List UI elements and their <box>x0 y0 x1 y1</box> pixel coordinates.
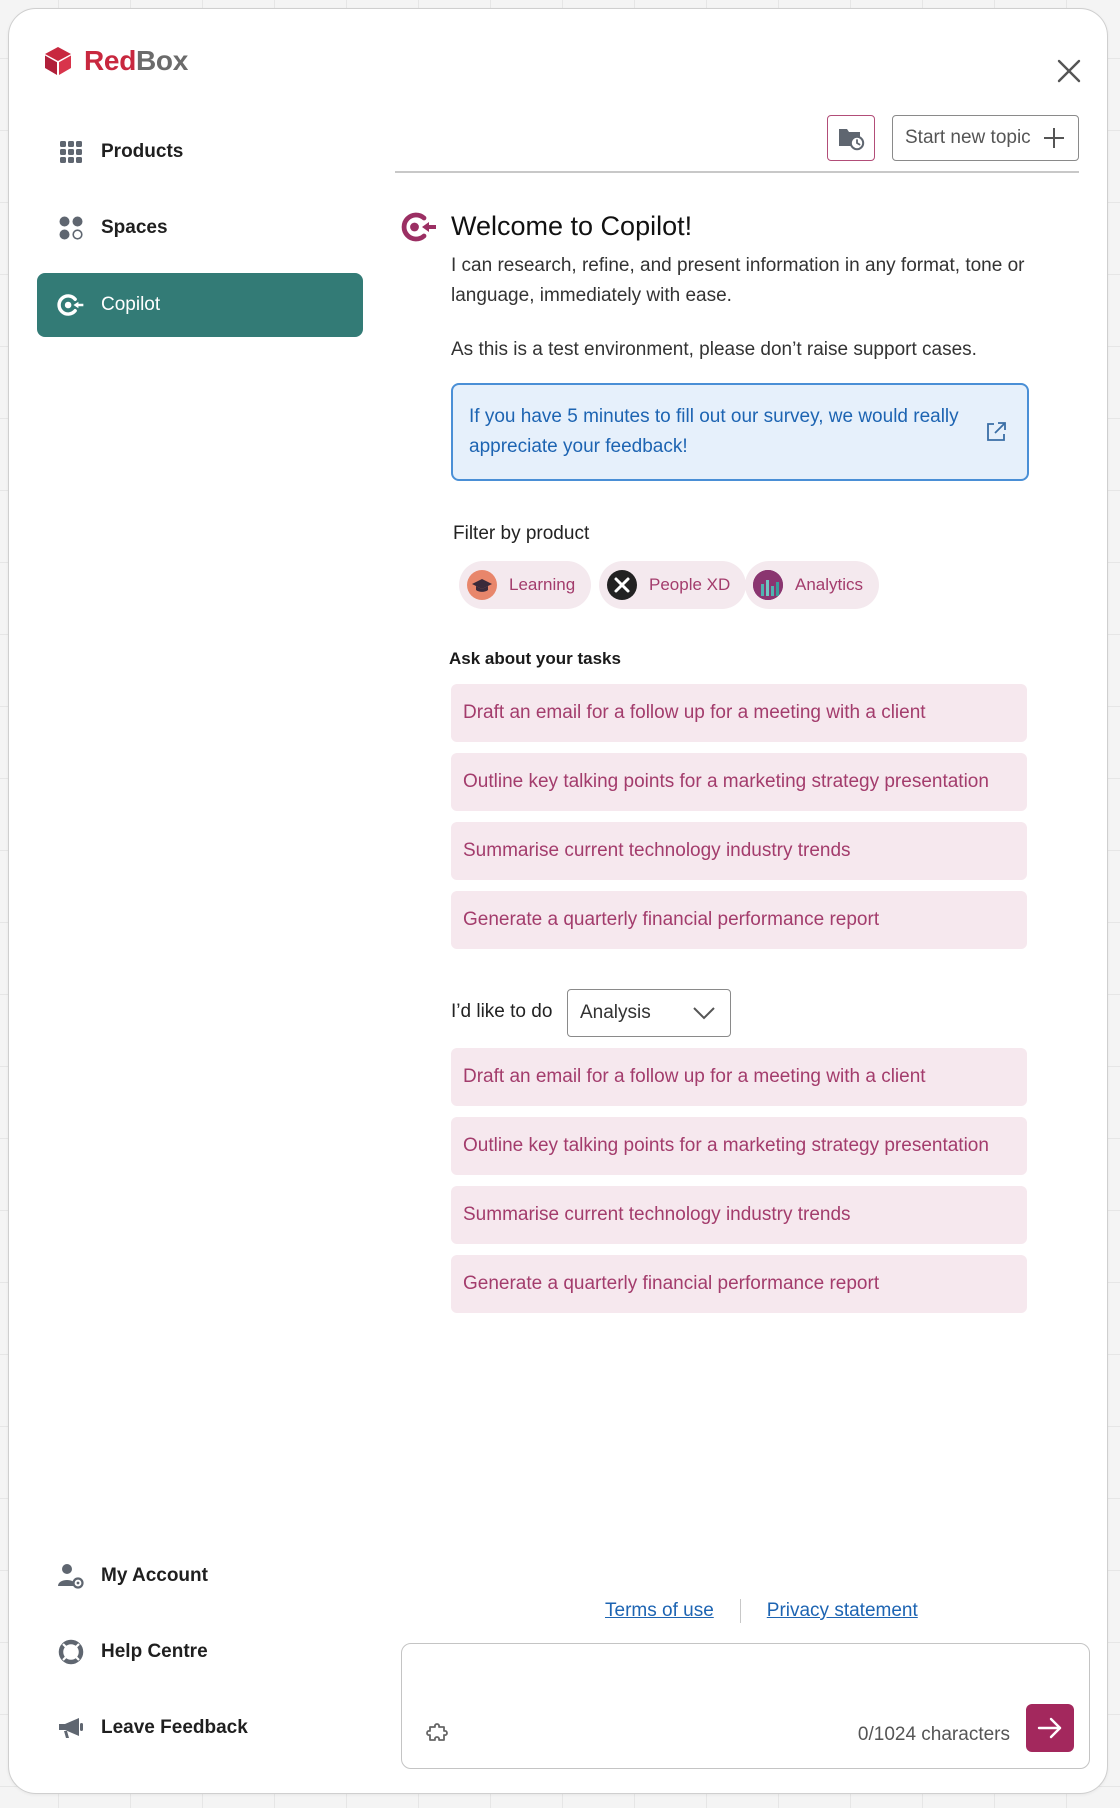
welcome-description: I can research, refine, and present information in any format, tone or language, immediately with ease. <box>451 255 1025 306</box>
sidebar-item-label: Products <box>101 141 184 162</box>
character-count: 0/1024 characters <box>857 1724 1010 1745</box>
task-prompt-4[interactable]: Generate a quarterly financial performance report <box>451 891 1027 949</box>
plus-icon <box>1042 126 1066 150</box>
people-xd-icon <box>607 570 637 600</box>
privacy-statement-link[interactable]: Privacy statement <box>766 1600 918 1621</box>
filter-chip-learning[interactable] <box>459 561 591 609</box>
message-composer <box>401 1643 1090 1769</box>
sidebar-item-label: Help Centre <box>101 1641 208 1662</box>
activity-select[interactable] <box>567 989 731 1037</box>
analytics-icon <box>753 570 783 600</box>
task-prompt-3[interactable]: Summarise current technology industry trends <box>451 822 1027 880</box>
close-icon <box>1049 51 1089 91</box>
megaphone-icon <box>57 1714 85 1742</box>
activity-label: I’d like to do <box>451 1001 553 1022</box>
chip-label: Learning <box>509 575 576 594</box>
sidebar-item-my-account[interactable] <box>37 1544 363 1608</box>
welcome-title: Welcome to Copilot! <box>451 211 693 241</box>
filter-by-product-label: Filter by product <box>453 523 590 544</box>
copilot-icon <box>57 291 85 319</box>
cube-logo-icon <box>42 45 74 77</box>
history-folder-button[interactable] <box>827 115 875 161</box>
task-prompt-2[interactable]: Outline key talking points for a marketing strategy presentation <box>451 753 1027 811</box>
task-prompt-1[interactable]: Draft an email for a follow up for a meeting with a client <box>451 684 1027 742</box>
brand-logo <box>42 45 188 77</box>
spaces-icon <box>57 214 85 242</box>
survey-banner[interactable] <box>451 383 1029 481</box>
footer-separator <box>740 1599 741 1623</box>
copilot-panel <box>8 8 1108 1794</box>
header-divider <box>395 171 1079 173</box>
sidebar-item-products[interactable] <box>37 120 363 184</box>
sidebar-item-copilot[interactable] <box>37 273 363 337</box>
sidebar-item-help-centre[interactable] <box>37 1620 363 1684</box>
activity-prompt-2[interactable]: Outline key talking points for a marketing strategy presentation <box>451 1117 1027 1175</box>
terms-of-use-link[interactable]: Terms of use <box>605 1600 714 1621</box>
sidebar-item-label: Leave Feedback <box>101 1717 248 1738</box>
user-settings-icon <box>57 1562 85 1590</box>
learning-icon <box>467 570 497 600</box>
test-environment-notice: As this is a test environment, please don’t raise support cases. <box>451 339 977 360</box>
folder-clock-icon <box>837 125 865 151</box>
brand-name: RedBox <box>84 45 188 76</box>
close-button[interactable] <box>1049 51 1089 91</box>
start-new-topic-button[interactable] <box>892 115 1079 161</box>
chevron-down-icon <box>692 1006 716 1020</box>
filter-chip-people-xd[interactable] <box>599 561 746 609</box>
puzzle-icon[interactable] <box>424 1718 452 1746</box>
chip-label: People XD <box>649 575 731 594</box>
sidebar-item-label: My Account <box>101 1565 208 1586</box>
copilot-brand-icon <box>399 207 439 247</box>
sidebar-item-spaces[interactable] <box>37 196 363 260</box>
lifebuoy-icon <box>57 1638 85 1666</box>
survey-text: If you have 5 minutes to fill out our survey, we would really appreciate your feedback! <box>469 406 959 457</box>
arrow-right-icon <box>1037 1717 1063 1739</box>
chip-label: Analytics <box>795 575 864 594</box>
activity-prompt-4[interactable]: Generate a quarterly financial performance report <box>451 1255 1027 1313</box>
start-new-topic-label: Start new topic <box>905 127 1031 148</box>
activity-selected-value: Analysis <box>580 1002 651 1023</box>
send-button[interactable] <box>1026 1704 1074 1752</box>
activity-prompt-3[interactable]: Summarise current technology industry trends <box>451 1186 1027 1244</box>
sidebar-item-label: Copilot <box>101 294 161 315</box>
message-input[interactable] <box>418 1656 1068 1706</box>
external-link-icon <box>985 421 1007 443</box>
sidebar-item-leave-feedback[interactable] <box>37 1696 363 1760</box>
activity-prompt-1[interactable]: Draft an email for a follow up for a meeting with a client <box>451 1048 1027 1106</box>
footer-links <box>605 1599 918 1623</box>
sidebar-item-label: Spaces <box>101 217 168 238</box>
tasks-heading: Ask about your tasks <box>449 649 621 668</box>
grid-icon <box>57 138 85 166</box>
filter-chip-analytics[interactable] <box>745 561 879 609</box>
